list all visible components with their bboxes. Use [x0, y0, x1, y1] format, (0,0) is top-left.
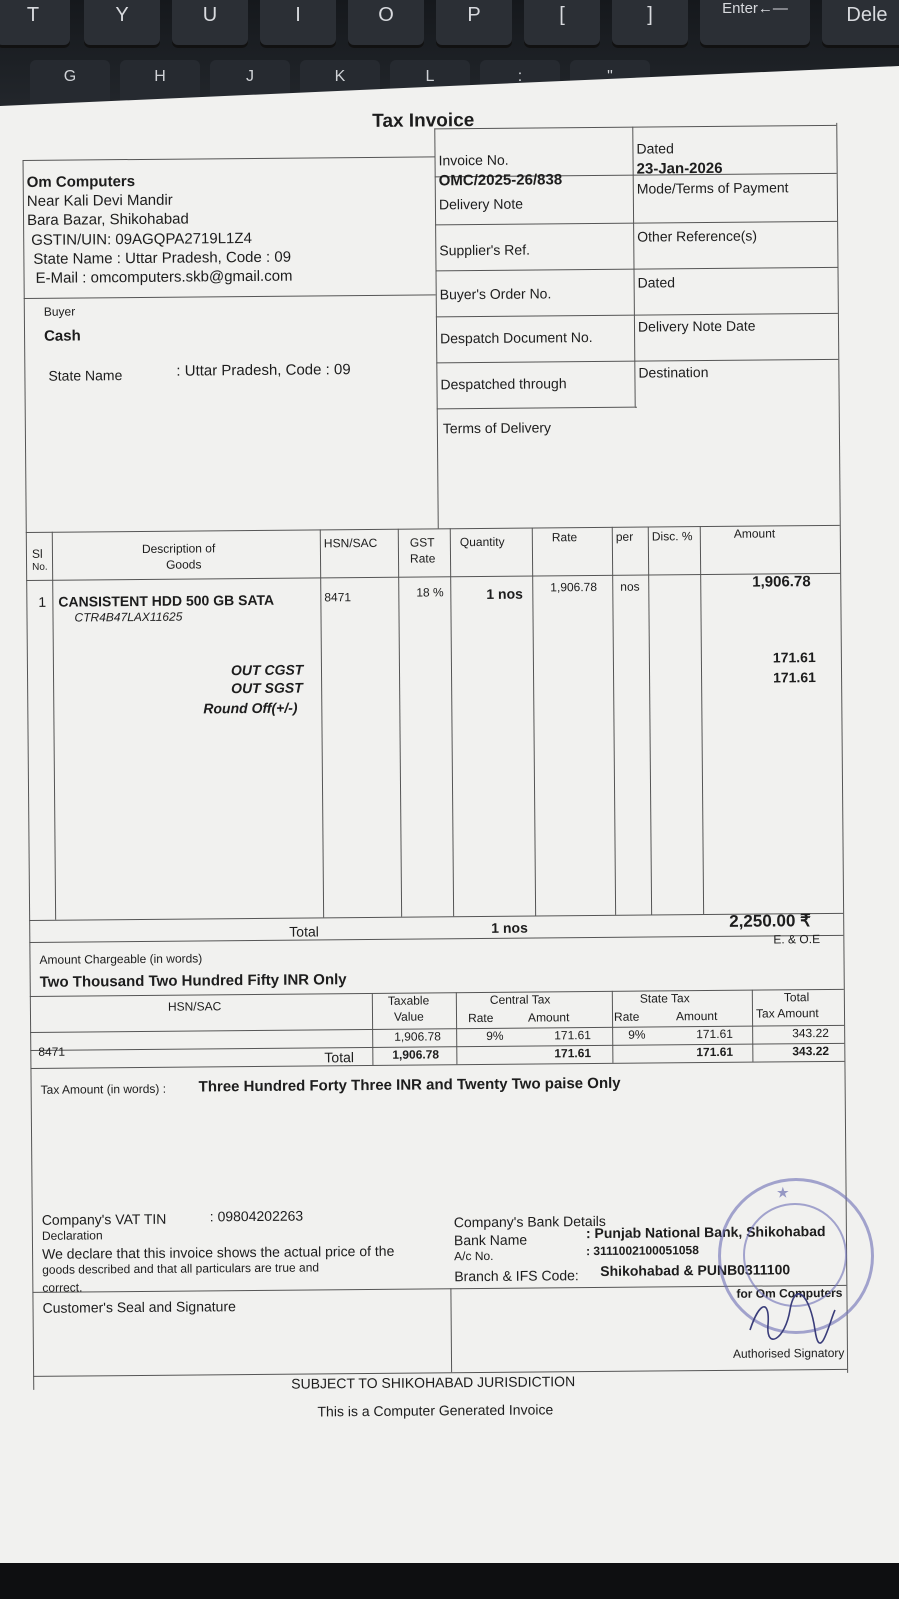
item-hsn: 8471: [324, 590, 352, 605]
hsn-header-total-1: Total: [783, 990, 810, 1005]
buyers-order-label: Buyer's Order No.: [439, 285, 552, 303]
delivery-note-date-label: Delivery Note Date: [637, 317, 756, 335]
col-desc-header-2: Goods: [166, 557, 202, 572]
meta-row4: [436, 313, 838, 318]
for-company-label: for Om Computers: [736, 1285, 843, 1301]
items-header-line: [26, 573, 840, 581]
key-l: L: [390, 60, 470, 112]
dated-label: Dated: [636, 140, 674, 157]
despatched-through-label: Despatched through: [440, 375, 567, 393]
col-qty-header: Quantity: [459, 534, 505, 550]
col-desc-header-1: Description of: [141, 541, 216, 556]
other-reference-label: Other Reference(s): [637, 227, 758, 245]
computer-generated-text: This is a Computer Generated Invoice: [317, 1401, 554, 1420]
hsn-total-central: 171.61: [554, 1046, 592, 1061]
customer-seal-label: Customer's Seal and Signature: [42, 1298, 236, 1316]
footer-col-divider: [450, 1288, 452, 1372]
hsn-header-central: Central Tax: [489, 992, 551, 1007]
vat-tin-value: : 09804202263: [209, 1207, 304, 1225]
hsn-total-taxable: 1,906.78: [392, 1047, 440, 1062]
stamp-text: ★: [777, 1185, 789, 1200]
col-no-header: No.: [32, 561, 48, 573]
col-disc: [700, 526, 704, 914]
bank-name-label: Bank Name: [453, 1231, 528, 1249]
delivery-note-label: Delivery Note: [438, 195, 524, 213]
invoice-no: OMC/2025-26/838: [438, 171, 563, 190]
hsn-header-taxable-2: Value: [393, 1009, 424, 1024]
col-rate: [612, 527, 616, 915]
item-amount: 1,906.78: [752, 573, 811, 591]
col-disc-header: Disc. %: [651, 529, 693, 544]
seller-address-1: Near Kali Devi Mandir: [26, 191, 173, 210]
key-h: H: [120, 60, 200, 112]
col-sl-header: Sl: [31, 546, 43, 561]
key-i: I: [260, 0, 336, 48]
key-quote: ": [570, 60, 650, 112]
hsn-total-label: Total: [324, 1049, 355, 1066]
seller-state: State Name : Uttar Pradesh, Code : 09: [33, 248, 292, 268]
border-top-left: [23, 156, 435, 161]
item-per: nos: [620, 579, 640, 594]
key-enter: Enter←—: [700, 0, 810, 48]
col-gst-header-1: GST: [409, 535, 435, 550]
invoice-no-label: Invoice No.: [438, 151, 509, 169]
despatch-doc-label: Despatch Document No.: [440, 329, 593, 347]
signature-scribble: [740, 1290, 840, 1350]
declaration-line-1: We declare that this invoice shows the actual price of the: [42, 1242, 395, 1262]
seller-buyer-divider: [24, 294, 436, 299]
key-u: U: [172, 0, 248, 48]
hsn-total-state: 171.61: [696, 1044, 734, 1060]
vat-tin-label: Company's VAT TIN: [41, 1210, 167, 1228]
col-gst-header-2: Rate: [409, 551, 436, 566]
bank-name-value: : Punjab National Bank, Shikohabad: [585, 1223, 826, 1242]
col-hsn-header: HSN/SAC: [323, 535, 378, 551]
col-sl: [52, 532, 56, 920]
item-serial: CTR4B47LAX11625: [74, 609, 183, 625]
item-gst: 18 %: [416, 585, 444, 600]
seller-gstin: GSTIN/UIN: 09AGQPA2719L1Z4: [31, 229, 252, 249]
account-no-label: A/c No.: [454, 1248, 494, 1264]
destination-label: Destination: [638, 364, 709, 381]
col-per: [648, 527, 652, 915]
suppliers-ref-label: Supplier's Ref.: [439, 241, 531, 259]
col-rate-header: Rate: [551, 530, 578, 545]
declaration-line-2: goods described and that all particulars are true and: [42, 1260, 320, 1277]
items-bottom-line: [29, 935, 843, 943]
hsn-header-taxable-1: Taxable: [387, 993, 430, 1008]
authorised-signatory-label: Authorised Signatory: [732, 1345, 845, 1361]
item-description: CANSISTENT HDD 500 GB SATA: [58, 591, 275, 610]
cgst-label: OUT CGST: [230, 661, 304, 679]
items-top-line: [26, 525, 840, 533]
tax-words-value: Three Hundred Forty Three INR and Twenty Two paise Only: [198, 1074, 621, 1096]
meta-row2: [435, 221, 837, 226]
item-qty: 1 nos: [486, 585, 523, 602]
hsn-row-central-rate: 9%: [486, 1028, 504, 1043]
key-colon: :: [480, 60, 560, 112]
key-g: G: [30, 60, 110, 112]
meta-divider: [632, 127, 635, 407]
seller-email: E-Mail : omcomputers.skb@gmail.com: [35, 267, 293, 287]
declaration-label: Declaration: [41, 1228, 103, 1243]
border-right: [836, 123, 848, 1373]
col-hsn: [398, 529, 402, 917]
key-o: O: [348, 0, 424, 48]
col-qty: [532, 528, 536, 916]
amount-words-label: Amount Chargeable (in words): [39, 951, 203, 967]
hsn-header-state-amount: Amount: [675, 1008, 718, 1024]
hsn-row-taxable: 1,906.78: [394, 1029, 441, 1044]
key-bracket-right: ]: [612, 0, 688, 48]
items-total-line: [29, 913, 843, 921]
round-off-label: Round Off(+/-): [203, 699, 298, 717]
sgst-amount: 171.61: [772, 669, 816, 686]
item-rate: 1,906.78: [550, 579, 598, 595]
buyer-label: Buyer: [43, 304, 76, 319]
key-delete: Dele: [822, 0, 899, 48]
hsn-row-central-amount: 171.61: [554, 1028, 591, 1043]
hsn-row-total: 343.22: [792, 1025, 829, 1041]
key-y: Y: [84, 0, 160, 48]
bank-details-title: Company's Bank Details: [453, 1212, 606, 1231]
key-bracket-left: [: [524, 0, 600, 48]
key-k: K: [300, 60, 380, 112]
invoice-title: Tax Invoice: [372, 110, 475, 132]
hsn-header-total-2: Tax Amount: [755, 1006, 819, 1021]
items-total-qty: 1 nos: [491, 919, 528, 936]
meta-row5: [436, 359, 838, 364]
declaration-line-3: correct.: [42, 1280, 83, 1295]
hsn-row-state-rate: 9%: [628, 1027, 646, 1042]
key-j: J: [210, 60, 290, 112]
key-p: P: [436, 0, 512, 48]
key-t: T: [0, 0, 70, 48]
hsn-header-central-amount: Amount: [527, 1010, 570, 1025]
terms-of-delivery-label: Terms of Delivery: [442, 419, 552, 437]
cgst-amount: 171.61: [772, 649, 816, 666]
branch-ifsc-label: Branch & IFS Code:: [454, 1267, 579, 1285]
mode-terms-label: Mode/Terms of Payment: [636, 179, 789, 197]
desk-edge: [0, 1563, 899, 1599]
jurisdiction-text: SUBJECT TO SHIKOHABAD JURISDICTION: [291, 1373, 576, 1392]
hsn-header-state: State Tax: [639, 991, 690, 1006]
hsn-header-hsn: HSN/SAC: [167, 999, 222, 1014]
col-amount-header: Amount: [733, 526, 776, 541]
meta-row6: [437, 407, 637, 410]
hsn-total-tax: 343.22: [792, 1043, 830, 1059]
sgst-label: OUT SGST: [231, 679, 303, 697]
seller-address-2: Bara Bazar, Shikohabad: [26, 210, 189, 229]
col-desc: [320, 529, 324, 917]
branch-ifsc-value: Shikohabad & PUNB0311100: [600, 1261, 791, 1279]
col-per-header: per: [615, 529, 634, 544]
hsn-row-code: 8471: [38, 1044, 66, 1059]
border-top-right: [434, 125, 836, 130]
col-gst: [450, 528, 454, 916]
hsn-header-central-rate: Rate: [467, 1010, 494, 1026]
meta-row3: [436, 267, 838, 272]
hsn-row-state-amount: 171.61: [696, 1026, 733, 1042]
items-total-label: Total: [289, 923, 319, 940]
hsn-header-state-rate: Rate: [613, 1009, 640, 1024]
dated-2-label: Dated: [637, 274, 676, 291]
seller-name: Om Computers: [26, 172, 136, 191]
item-sl: 1: [38, 593, 47, 610]
grand-total-amount: 2,250.00 ₹: [729, 911, 811, 931]
invoice-date: 23-Jan-2026: [636, 159, 723, 178]
amount-words-value: Two Thousand Two Hundred Fifty INR Only: [39, 971, 347, 991]
eoe-text: E. & O.E: [773, 932, 821, 947]
account-no-value: : 3111002100051058: [586, 1243, 699, 1259]
buyer-name: Cash: [43, 327, 81, 345]
buyer-state-value: : Uttar Pradesh, Code : 09: [176, 361, 351, 380]
tax-words-label: Tax Amount (in words) :: [40, 1081, 167, 1097]
buyer-state-label: State Name: [48, 367, 123, 384]
